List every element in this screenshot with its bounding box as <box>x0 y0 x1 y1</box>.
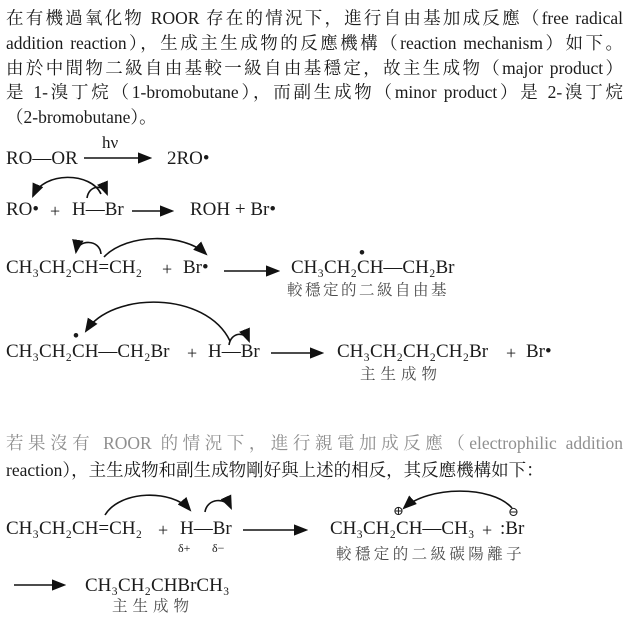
electron-arrow-pi-bond-loop <box>76 242 101 254</box>
rxn4-bromobutane-formula: CH₃CH₂CH₂CH₂Br <box>337 341 489 362</box>
rxn4-bromine-radical: Br• <box>526 341 552 362</box>
rxn5-carbocation-formula: CH₃CH₂CH—CH₃ <box>330 518 475 539</box>
middle-line-2: reaction），主生成物和副生成物剛好與上述的相反，其反應機構如下： <box>6 459 544 480</box>
intro-line-2: addition reaction），生成主生成物的反應機構（reaction mechanism）如下。 <box>6 32 623 53</box>
rxn5-bromide-ion: :Br <box>500 518 525 539</box>
rxn3-secondary-radical-formula: CH₃CH₂CH—CH₂Br <box>291 257 455 278</box>
rxn4-major-product-label: 主生成物 <box>360 366 443 383</box>
rxn4-secondary-radical-formula: CH₃CH₂CH—CH₂Br <box>6 341 170 362</box>
rxn1-peroxide-formula: RO—OR <box>6 148 78 169</box>
rxn2-hbr-formula: H—Br <box>72 199 124 220</box>
rxn5-positive-charge-icon: ⊕ <box>393 503 404 518</box>
rxn1-hv-condition: hν <box>102 133 119 152</box>
electron-arrow-hbr-bond-to-br-3 <box>205 501 231 512</box>
rxn2-alkoxy-radical: RO• <box>6 199 40 220</box>
intro-paragraph <box>6 6 623 130</box>
electron-arrow-pi-to-h <box>105 495 190 515</box>
rxn6-bromobutane-formula: CH₃CH₂CHBrCH₃ <box>85 575 230 596</box>
electron-arrow-bromide-to-carbocation <box>404 491 512 508</box>
rxn6-major-product-label: 主生成物 <box>112 598 195 615</box>
intro-line-5: （2-bromobutane）。 <box>6 107 157 128</box>
rxn5-plus-sign: + <box>158 520 169 540</box>
rxn4-hbr-formula: H—Br <box>208 341 260 362</box>
rxn5-carbocation-label: 較穩定的二級碳陽離子 <box>336 546 526 563</box>
rxn2-plus-sign: + <box>50 201 61 221</box>
middle-line-1: 若果沒有 ROOR 的情況下，進行親電加成反應（electrophilic addition <box>6 433 623 453</box>
intro-line-3: 由於中間物二級自由基較一級自由基穩定，故主生成物（major product） <box>6 57 623 78</box>
rxn5-plus-sign-2: + <box>482 520 493 540</box>
rxn4-plus-sign: + <box>187 343 198 363</box>
rxn5-hbr-formula: H—Br <box>180 518 232 539</box>
rxn5-negative-charge-icon: ⊖ <box>508 504 519 519</box>
rxn5-delta-minus: δ− <box>212 541 225 555</box>
rxn3-butene-formula: CH₃CH₂CH=CH₂ <box>6 257 143 278</box>
rxn3-stability-label: 較穩定的二級自由基 <box>287 282 450 299</box>
rxn1-alkoxy-radical-formula: 2RO• <box>167 148 210 169</box>
intro-line-4: 是 1-溴丁烷（1-bromobutane），而副生成物（minor product）是 2-溴丁烷 <box>6 82 623 103</box>
electron-arrow-hbr-to-ro <box>33 177 101 196</box>
rxn3-plus-sign: + <box>162 259 173 279</box>
rxn5-butene-formula: CH₃CH₂CH=CH₂ <box>6 518 143 539</box>
rxn4-radical-dot: • <box>73 326 79 345</box>
rxn3-radical-dot: • <box>359 243 365 262</box>
electron-arrow-h-to-radical <box>86 302 230 341</box>
middle-paragraph <box>6 430 623 483</box>
rxn5-delta-plus: δ+ <box>178 541 191 555</box>
rxn4-plus-sign-2: + <box>506 343 517 363</box>
electron-arrow-hbr-bond-to-br <box>87 187 107 198</box>
electron-arrow-pi-to-br-radical <box>104 239 206 257</box>
rxn3-bromine-radical: Br• <box>183 257 209 278</box>
rxn2-products-formula: ROH + Br• <box>190 199 276 220</box>
intro-line-1: 在有機過氧化物 ROOR 存在的情況下，進行自由基加成反應（free radical <box>6 8 623 28</box>
